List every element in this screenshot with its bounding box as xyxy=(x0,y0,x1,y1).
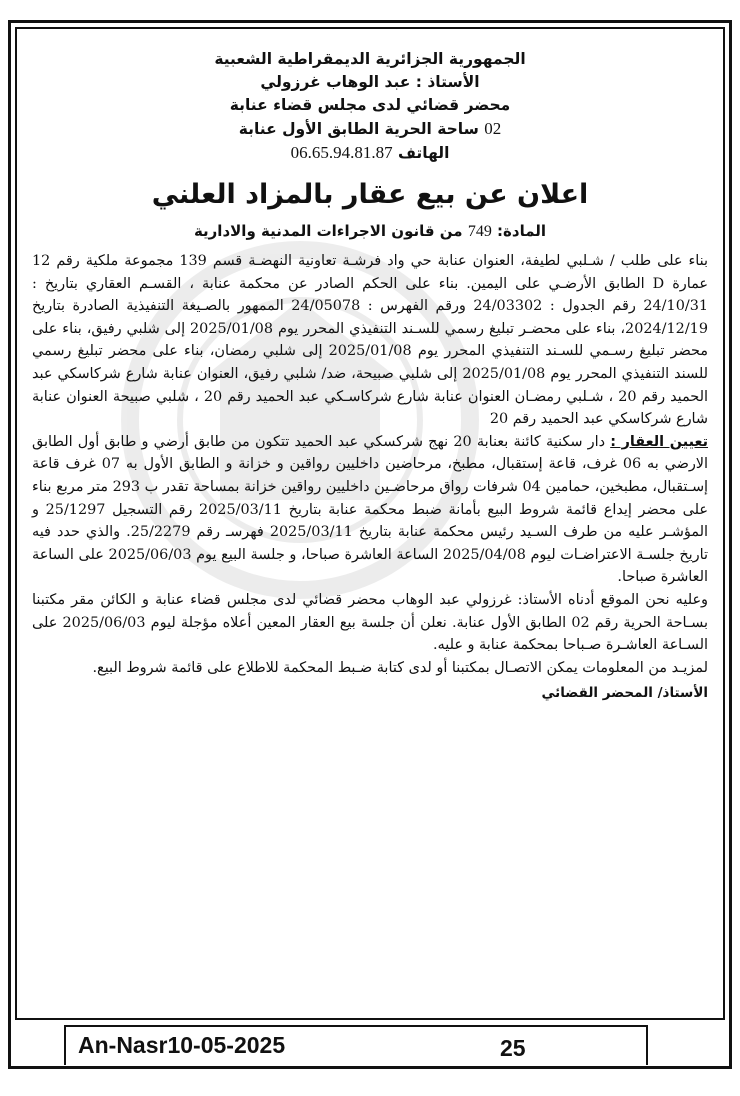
paragraph-request: بناء على طلب / شـلبي لطيفة، العنوان عنابة حي واد فرشـة تعاونية النهضـة قسم 139 مجموعة ملكية رقم 12 عمارة D الطابق الأرضـي على اليمين. بناء على الحكم الصادر عن محكمة عنابة ، القسـم العقاري بتاريخ : 24/10/31 رقم الجدول : 24/03302 ورقم الفهرس : 24/05078 الممهور بالصـيغة التنفيذية الصادرة بتاريخ 2024/12/19، بناء على محضـر تبليغ رسمي للسـند التنفيذي المحرر يوم 2025/01/08 إلى شلبي رفيق، بناء على محضر تبليغ رسـمي للسـند التنفيذي المحرر يوم 2025/01/08 إلى شلبي رمضان، بناء على محضر تبليغ رسمي للسند التنفيذي المحرر يوم 2025/01/08 إلى شلبي صبيحة، ضد/ شلبي رفيق، العنوان عنابة شارع شركاسكي عبد الحميد رقم 20 ، شـلبي رمضـان العنوان عنابة شارع شركاسـكي عبد الحميد رقم 20 ، شلبي صبيحة العنوان عنابة شارع شركاسكي عبد الحميد رقم 20 xyxy=(32,253,709,428)
header-phone-label: الهاتف xyxy=(397,144,450,162)
header-address xyxy=(32,117,708,141)
header-republic: الجمهورية الجزائرية الديمقراطية الشعبية xyxy=(214,50,526,68)
property-description: دار سكنية كائنة بعنابة 20 نهج شركسكي عبد الحميد تتكون من طابق أرضي و طابق أول الطابق الارضي به 06 غرف، قاعة إستقبال، مطبخ، مرحاضين داخليين رواقين و خزانة و الطابق الأول به 07 غرف قاعة إسـتقبال، مطبخين، حمامين 04 شرفات رواق مرحاضـين داخليين رواقين خزانة بمساحة تقدر ب 293 متر مربع بناء على محضر إيداع قائمة شروط البيع بأمانة ضبط محكمة عنابة بتاريخ 2025/03/11 رقم التسجيل 25/1297 و المؤشـر عليه من طرف السـيد رئيس محكمة عنابة بتاريخ 2025/03/11 فهرسـ رقم 25/2279. والذي حدد فيه تاريخ جلسـة الاعتراضـات ليوم 2025/04/08 الساعة العاشرة صباحا، و جلسة البيع يوم 2025/06/03 على الساعة العاشرة صباحا. xyxy=(32,433,709,586)
footer-publication: An-Nasr10-05-2025 xyxy=(78,1032,286,1058)
paragraph-contact: لمزيـد من المعلومات يمكن الاتصـال بمكتبنا أو لدى كتابة ضـبط المحكمة للاطلاع على قائمة شروط البيع. xyxy=(92,659,708,676)
header-phone xyxy=(32,141,708,165)
paragraph-property xyxy=(32,431,708,589)
legal-article xyxy=(32,219,708,244)
header-phone-number: 06.65.94.81.87 xyxy=(290,143,393,162)
paragraph-postponement: وعليه نحن الموقع أدناه الأستاذ: غرزولي عبد الوهاب محضر قضائي لدى مجلس قضاء عنابة و الكائن مقر مكتبنا بسـاحة الحرية رقم 02 الطابق الأول عنابة. نعلن أن جلسة بيع العقار المعين أعلاه مؤجلة ليوم 2025/06/03 على السـاعة العاشـرة صـباحا بمحكمة عنابة و عليه. xyxy=(32,591,708,654)
header-address-text: ساحة الحرية الطابق الأول عنابة xyxy=(238,120,479,138)
footer-page-number: 25 xyxy=(500,1035,526,1061)
announcement-content xyxy=(32,48,708,701)
header-address-number: 02 xyxy=(484,119,502,138)
legal-article-prefix: المادة: xyxy=(497,222,547,240)
header-bailiff-name: الأستاذ : عبد الوهاب غرزولي xyxy=(260,73,480,91)
property-label: تعيين العقار : xyxy=(610,433,709,450)
announcement-title: اعلان عن بيع عقار بالمزاد العلني xyxy=(151,179,589,210)
legal-article-number: 749 xyxy=(467,223,492,240)
legal-article-text: من قانون الاجراءات المدنية والادارية xyxy=(193,222,463,240)
header-bailiff-role: محضر قضائي لدى مجلس قضاء عنابة xyxy=(229,96,511,114)
signature-line: الأستاذ/ المحضر القضائي xyxy=(541,685,708,702)
